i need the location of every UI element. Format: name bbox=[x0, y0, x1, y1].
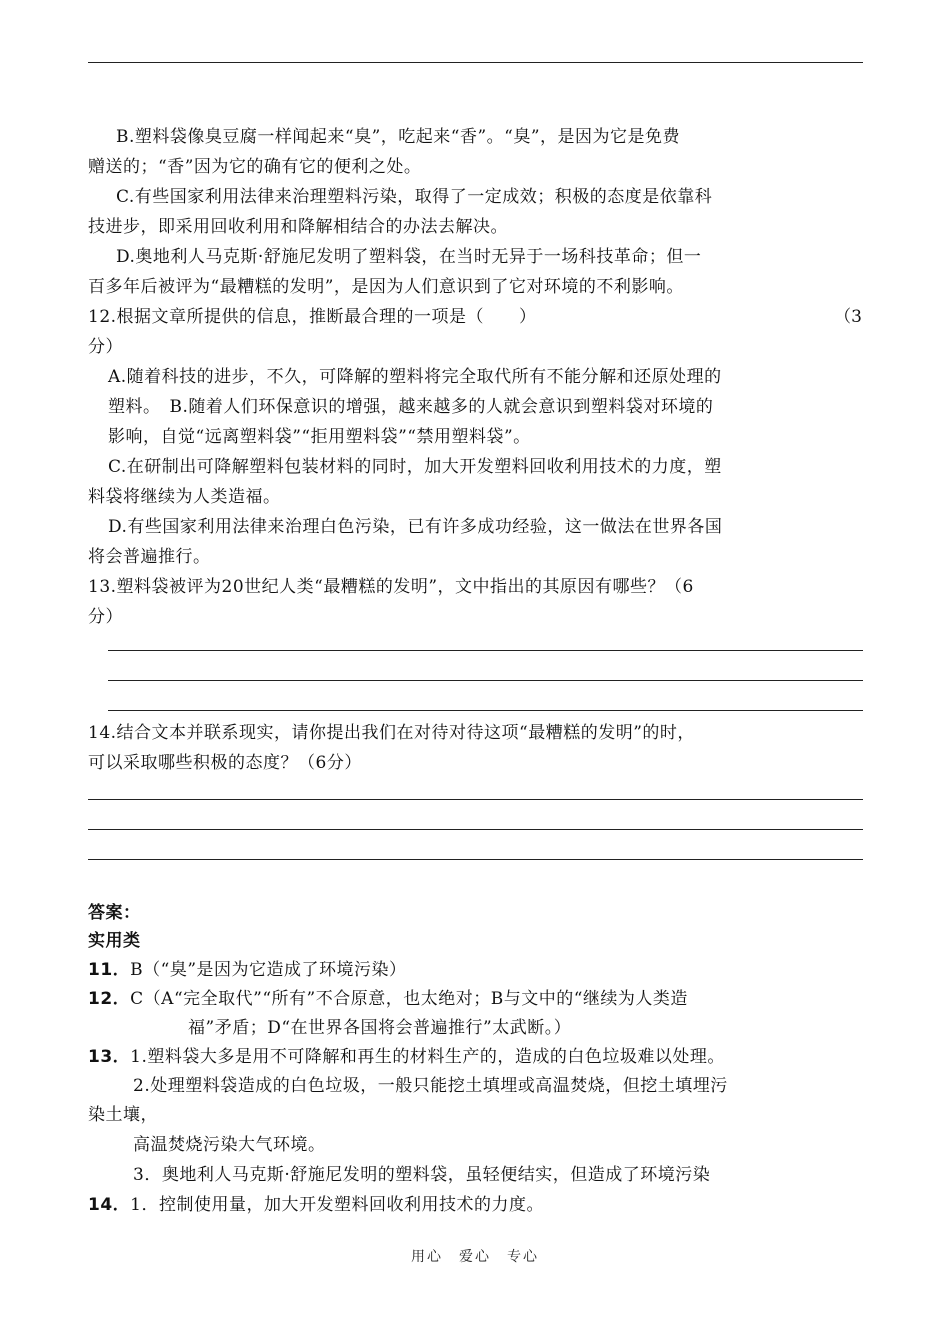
answer-13-point3: 3．奥地利人马克斯·舒施尼发明的塑料袋，虽轻便结实，但造成了环境污染 bbox=[133, 1165, 711, 1185]
answer-13-point1: 1.塑料袋大多是用不可降解和再生的材料生产的，造成的白色垃圾难以处理。 bbox=[130, 1047, 725, 1067]
q13-answer-line-1 bbox=[108, 650, 863, 651]
answer-13-number: 13． bbox=[88, 1047, 131, 1067]
answer-11-number: 11． bbox=[88, 960, 131, 980]
answer-11 bbox=[88, 955, 863, 985]
q13-answer-line-2 bbox=[108, 680, 863, 681]
q12-option-d-line2: 将会普遍推行。 bbox=[88, 547, 211, 567]
q14-stem-line2: 可以采取哪些积极的态度？（6分） bbox=[88, 753, 362, 773]
q14-answer-line-3 bbox=[88, 859, 863, 860]
q13-answer-line-3 bbox=[108, 710, 863, 711]
q12-option-a-line2: 塑料。 B.随着人们环保意识的增强，越来越多的人就会意识到塑料袋对环境的 bbox=[108, 397, 714, 417]
q11-option-c-line2: 技进步，即采用回收利用和降解相结合的办法去解决。 bbox=[88, 217, 508, 237]
answer-12-text-line2: 福”矛盾；D“在世界各国将会普遍推行”太武断。） bbox=[188, 1018, 572, 1038]
answer-12-text-line1: C（A“完全取代”“所有”不合原意，也太绝对；B与文中的“继续为人类造 bbox=[130, 989, 688, 1009]
answer-14-number: 14． bbox=[88, 1195, 131, 1215]
q14-answer-line-2 bbox=[88, 829, 863, 830]
q11-option-c-line1: C.有些国家利用法律来治理塑料污染，取得了一定成效；积极的态度是依靠科 bbox=[116, 187, 713, 207]
q12-score: （3 bbox=[834, 307, 862, 327]
q12-score-cont: 分） bbox=[88, 337, 123, 357]
q11-option-b-line1: B.塑料袋像臭豆腐一样闻起来“臭”，吃起来“香”。“臭”，是因为它是免费 bbox=[116, 127, 681, 147]
q11-option-b-line2: 赠送的；“香”因为它的确有它的便利之处。 bbox=[88, 157, 422, 177]
q14-answer-line-1 bbox=[88, 799, 863, 800]
answer-12 bbox=[88, 984, 863, 1014]
page-footer: 用心 爱心 专心 bbox=[411, 1249, 539, 1265]
q14-stem-line1: 14.结合文本并联系现实，请你提出我们在对待对待这项“最糟糕的发明”的时， bbox=[88, 723, 695, 743]
answer-11-text: B（“臭”是因为它造成了环境污染） bbox=[130, 960, 407, 980]
q12-stem: 12.根据文章所提供的信息，推断最合理的一项是（ ） bbox=[88, 307, 537, 327]
answers-heading: 答案： bbox=[88, 903, 141, 923]
answer-14 bbox=[88, 1190, 863, 1220]
answer-13 bbox=[88, 1042, 863, 1072]
q12-option-c-line1: C.在研制出可降解塑料包装材料的同时，加大开发塑料回收利用技术的力度，塑 bbox=[108, 457, 722, 477]
q12-option-a-line3: 影响，自觉“远离塑料袋”“拒用塑料袋”“禁用塑料袋”。 bbox=[108, 427, 531, 447]
q11-option-d-line1: D.奥地利人马克斯·舒施尼发明了塑料袋，在当时无异于一场科技革命；但一 bbox=[116, 247, 702, 267]
q12-option-a-line1: A.随着科技的进步，不久，可降解的塑料将完全取代所有不能分解和还原处理的 bbox=[108, 367, 722, 387]
header-rule bbox=[88, 62, 863, 63]
answer-13-point2-cont2: 高温焚烧污染大气环境。 bbox=[133, 1135, 326, 1155]
answer-13-point2: 2.处理塑料袋造成的白色垃圾，一般只能挖土填埋或高温焚烧，但挖土填埋污 bbox=[133, 1076, 728, 1096]
answer-13-point2-cont: 染土壤， bbox=[88, 1105, 158, 1125]
q13-stem-line1: 13.塑料袋被评为20世纪人类“最糟糕的发明”，文中指出的其原因有哪些？（6 bbox=[88, 577, 694, 597]
q12-option-d-line1: D.有些国家利用法律来治理白色污染，已有许多成功经验，这一做法在世界各国 bbox=[108, 517, 723, 537]
answer-14-point1: 1．控制使用量，加大开发塑料回收利用技术的力度。 bbox=[130, 1195, 544, 1215]
answer-12-number: 12． bbox=[88, 989, 131, 1009]
answers-section: 实用类 bbox=[88, 931, 141, 951]
q13-stem-line2: 分） bbox=[88, 607, 123, 627]
q12-option-c-line2: 料袋将继续为人类造福。 bbox=[88, 487, 281, 507]
q11-option-d-line2: 百多年后被评为“最糟糕的发明”，是因为人们意识到了它对环境的不利影响。 bbox=[88, 277, 684, 297]
